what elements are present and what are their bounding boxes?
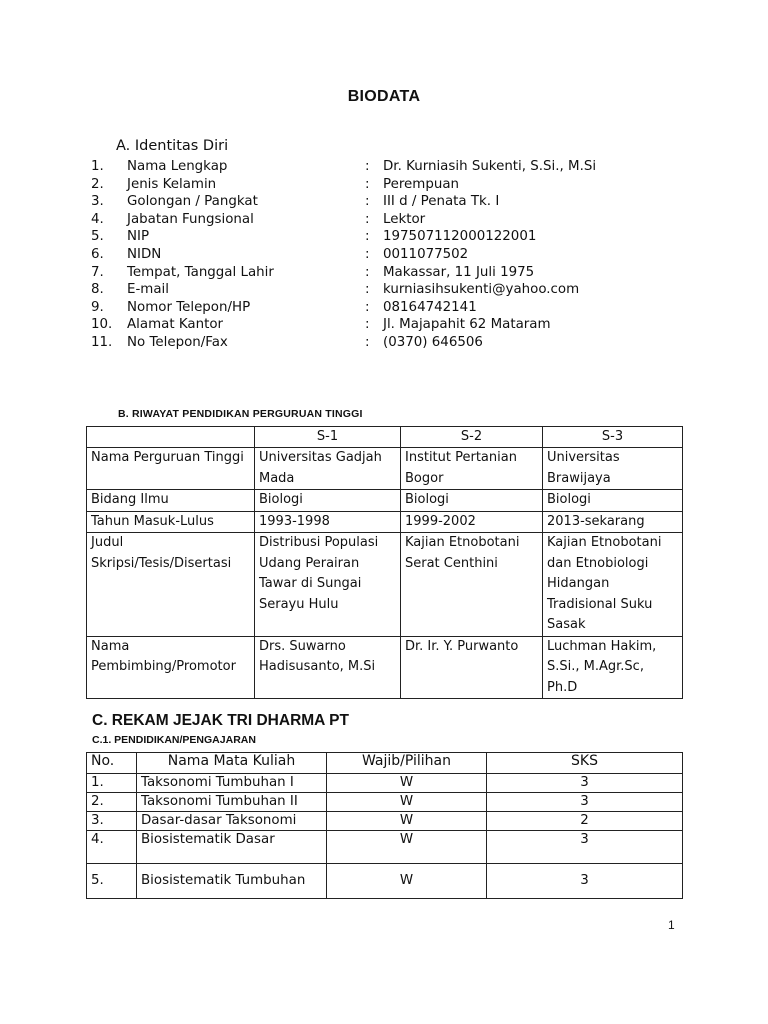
identity-row-colon: :	[365, 282, 370, 298]
identity-list	[0, 158, 768, 352]
identity-row-number: 10.	[91, 317, 113, 333]
course-sks: 3	[487, 793, 683, 812]
education-cell: Universitas Brawijaya	[543, 448, 683, 490]
identity-row-colon: :	[365, 264, 370, 280]
course-row	[87, 812, 683, 831]
course-type: W	[327, 774, 487, 793]
education-row	[87, 490, 683, 512]
education-header-cell	[87, 427, 255, 448]
course-name: Biosistematik Tumbuhan	[137, 864, 327, 899]
education-cell: Drs. Suwarno Hadisusanto, M.Si	[255, 636, 401, 699]
identity-row	[0, 334, 768, 352]
courses-header-type: Wajib/Pilihan	[327, 753, 487, 774]
identity-row-colon: :	[365, 229, 370, 245]
course-no: 4.	[87, 831, 137, 864]
identity-row-label: Nama Lengkap	[127, 159, 228, 174]
identity-row-number: 9.	[91, 299, 104, 315]
identity-row-number: 4.	[91, 211, 104, 227]
page-number: 1	[668, 918, 675, 932]
identity-row-number: 2.	[91, 176, 104, 192]
education-cell: 1993-1998	[255, 511, 401, 533]
education-row-label: Nama Pembimbing/Promotor	[87, 636, 255, 699]
identity-row	[0, 264, 768, 282]
education-cell: Kajian Etnobotani Serat Centhini	[401, 533, 543, 637]
education-cell: Biologi	[255, 490, 401, 512]
education-cell: Distribusi Populasi Udang Perairan Tawar di Sungai Serayu Hulu	[255, 533, 401, 637]
identity-row-label: No Telepon/Fax	[127, 334, 228, 350]
identity-row-label: Golongan / Pangkat	[127, 194, 258, 210]
identity-row-label: NIP	[127, 229, 150, 245]
education-row	[87, 448, 683, 490]
education-cell: Biologi	[401, 490, 543, 512]
identity-row-label: Jabatan Fungsional	[127, 211, 254, 227]
identity-row-number: 1.	[91, 159, 104, 174]
course-name: Taksonomi Tumbuhan II	[137, 793, 327, 812]
course-sks: 3	[487, 831, 683, 864]
identity-row	[0, 176, 768, 194]
education-row	[87, 533, 683, 637]
section-b-heading: B. RIWAYAT PENDIDIKAN PERGURUAN TINGGI	[118, 408, 363, 420]
identity-row-colon: :	[365, 211, 370, 227]
education-cell: Universitas Gadjah Mada	[255, 448, 401, 490]
identity-row	[0, 316, 768, 334]
identity-row	[0, 281, 768, 299]
education-row-label: Tahun Masuk-Lulus	[87, 511, 255, 533]
identity-row-colon: :	[365, 176, 370, 192]
course-row	[87, 774, 683, 793]
identity-row-number: 6.	[91, 246, 104, 262]
course-row	[87, 831, 683, 864]
courses-header-no: No.	[87, 753, 137, 774]
email-link[interactable]: kurniasihsukenti@yahoo.com	[383, 282, 580, 298]
identity-row	[0, 211, 768, 229]
identity-row-number: 5.	[91, 229, 104, 245]
education-cell: Dr. Ir. Y. Purwanto	[401, 636, 543, 699]
identity-row-colon: :	[365, 334, 370, 350]
course-no: 5.	[87, 864, 137, 899]
identity-row-label: Alamat Kantor	[127, 317, 224, 333]
identity-row-number: 11.	[91, 334, 113, 350]
education-cell: Kajian Etnobotani dan Etnobiologi Hidangan Tradisional Suku Sasak	[543, 533, 683, 637]
identity-row-label: Tempat, Tanggal Lahir	[127, 264, 274, 280]
section-a-heading: A. Identitas Diri	[116, 138, 229, 154]
identity-row-value: 08164742141	[383, 299, 477, 315]
identity-row-label: Jenis Kelamin	[127, 176, 217, 192]
course-sks: 3	[487, 864, 683, 899]
course-type: W	[327, 812, 487, 831]
course-sks: 2	[487, 812, 683, 831]
identity-row-colon: :	[365, 317, 370, 333]
courses-header-name: Nama Mata Kuliah	[137, 753, 327, 774]
identity-row	[0, 299, 768, 317]
courses-header-row	[87, 753, 683, 774]
identity-row-value: Perempuan	[383, 176, 460, 192]
education-row-label: Bidang Ilmu	[87, 490, 255, 512]
identity-row	[0, 228, 768, 246]
education-row	[87, 511, 683, 533]
identity-row-colon: :	[365, 159, 370, 174]
identity-row-label: Nomor Telepon/HP	[127, 299, 251, 315]
course-no: 1.	[87, 774, 137, 793]
identity-row	[0, 193, 768, 211]
identity-row-number: 7.	[91, 264, 104, 280]
course-no: 3.	[87, 812, 137, 831]
course-type: W	[327, 793, 487, 812]
identity-row-colon: :	[365, 299, 370, 315]
identity-row-value: 0011077502	[383, 246, 469, 262]
education-header-cell: S-3	[543, 427, 683, 448]
identity-row	[0, 246, 768, 264]
identity-row-label: E-mail	[127, 282, 169, 298]
section-c-heading: C. REKAM JEJAK TRI DHARMA PT	[92, 712, 349, 729]
identity-row-label: NIDN	[127, 246, 162, 262]
education-header-row	[87, 427, 683, 448]
course-row	[87, 864, 683, 899]
identity-row-value: Dr. Kurniasih Sukenti, S.Si., M.Si	[383, 159, 597, 174]
courses-header-sks: SKS	[487, 753, 683, 774]
course-type: W	[327, 864, 487, 899]
identity-row-value: Jl. Majapahit 62 Mataram	[383, 317, 551, 333]
course-sks: 3	[487, 774, 683, 793]
course-name: Dasar-dasar Taksonomi	[137, 812, 327, 831]
education-row-label: Nama Perguruan Tinggi	[87, 448, 255, 490]
education-cell: Institut Pertanian Bogor	[401, 448, 543, 490]
education-header-cell: S-1	[255, 427, 401, 448]
identity-row-number: 3.	[91, 194, 104, 210]
section-c1-heading: C.1. PENDIDIKAN/PENGAJARAN	[92, 734, 256, 746]
education-cell: Biologi	[543, 490, 683, 512]
document-title: BIODATA	[347, 88, 421, 105]
identity-row-colon: :	[365, 194, 370, 210]
education-cell: 1999-2002	[401, 511, 543, 533]
identity-row-value: III d / Penata Tk. I	[383, 194, 500, 210]
identity-row-number: 8.	[91, 282, 104, 298]
education-row-label: Judul Skripsi/Tesis/Disertasi	[87, 533, 255, 637]
education-cell: 2013-sekarang	[543, 511, 683, 533]
identity-row-value: Lektor	[383, 211, 426, 227]
identity-row-value: (0370) 646506	[383, 334, 483, 350]
course-type: W	[327, 831, 487, 864]
identity-row-colon: :	[365, 246, 370, 262]
identity-row-value: 197507112000122001	[383, 229, 537, 245]
education-table	[86, 426, 683, 699]
education-cell: Luchman Hakim, S.Si., M.Agr.Sc, Ph.D	[543, 636, 683, 699]
course-no: 2.	[87, 793, 137, 812]
identity-row	[0, 158, 768, 176]
course-row	[87, 793, 683, 812]
course-name: Biosistematik Dasar	[137, 831, 327, 864]
courses-table	[86, 752, 683, 899]
education-header-cell: S-2	[401, 427, 543, 448]
identity-row-value: Makassar, 11 Juli 1975	[383, 264, 535, 280]
course-name: Taksonomi Tumbuhan I	[137, 774, 327, 793]
education-row	[87, 636, 683, 699]
